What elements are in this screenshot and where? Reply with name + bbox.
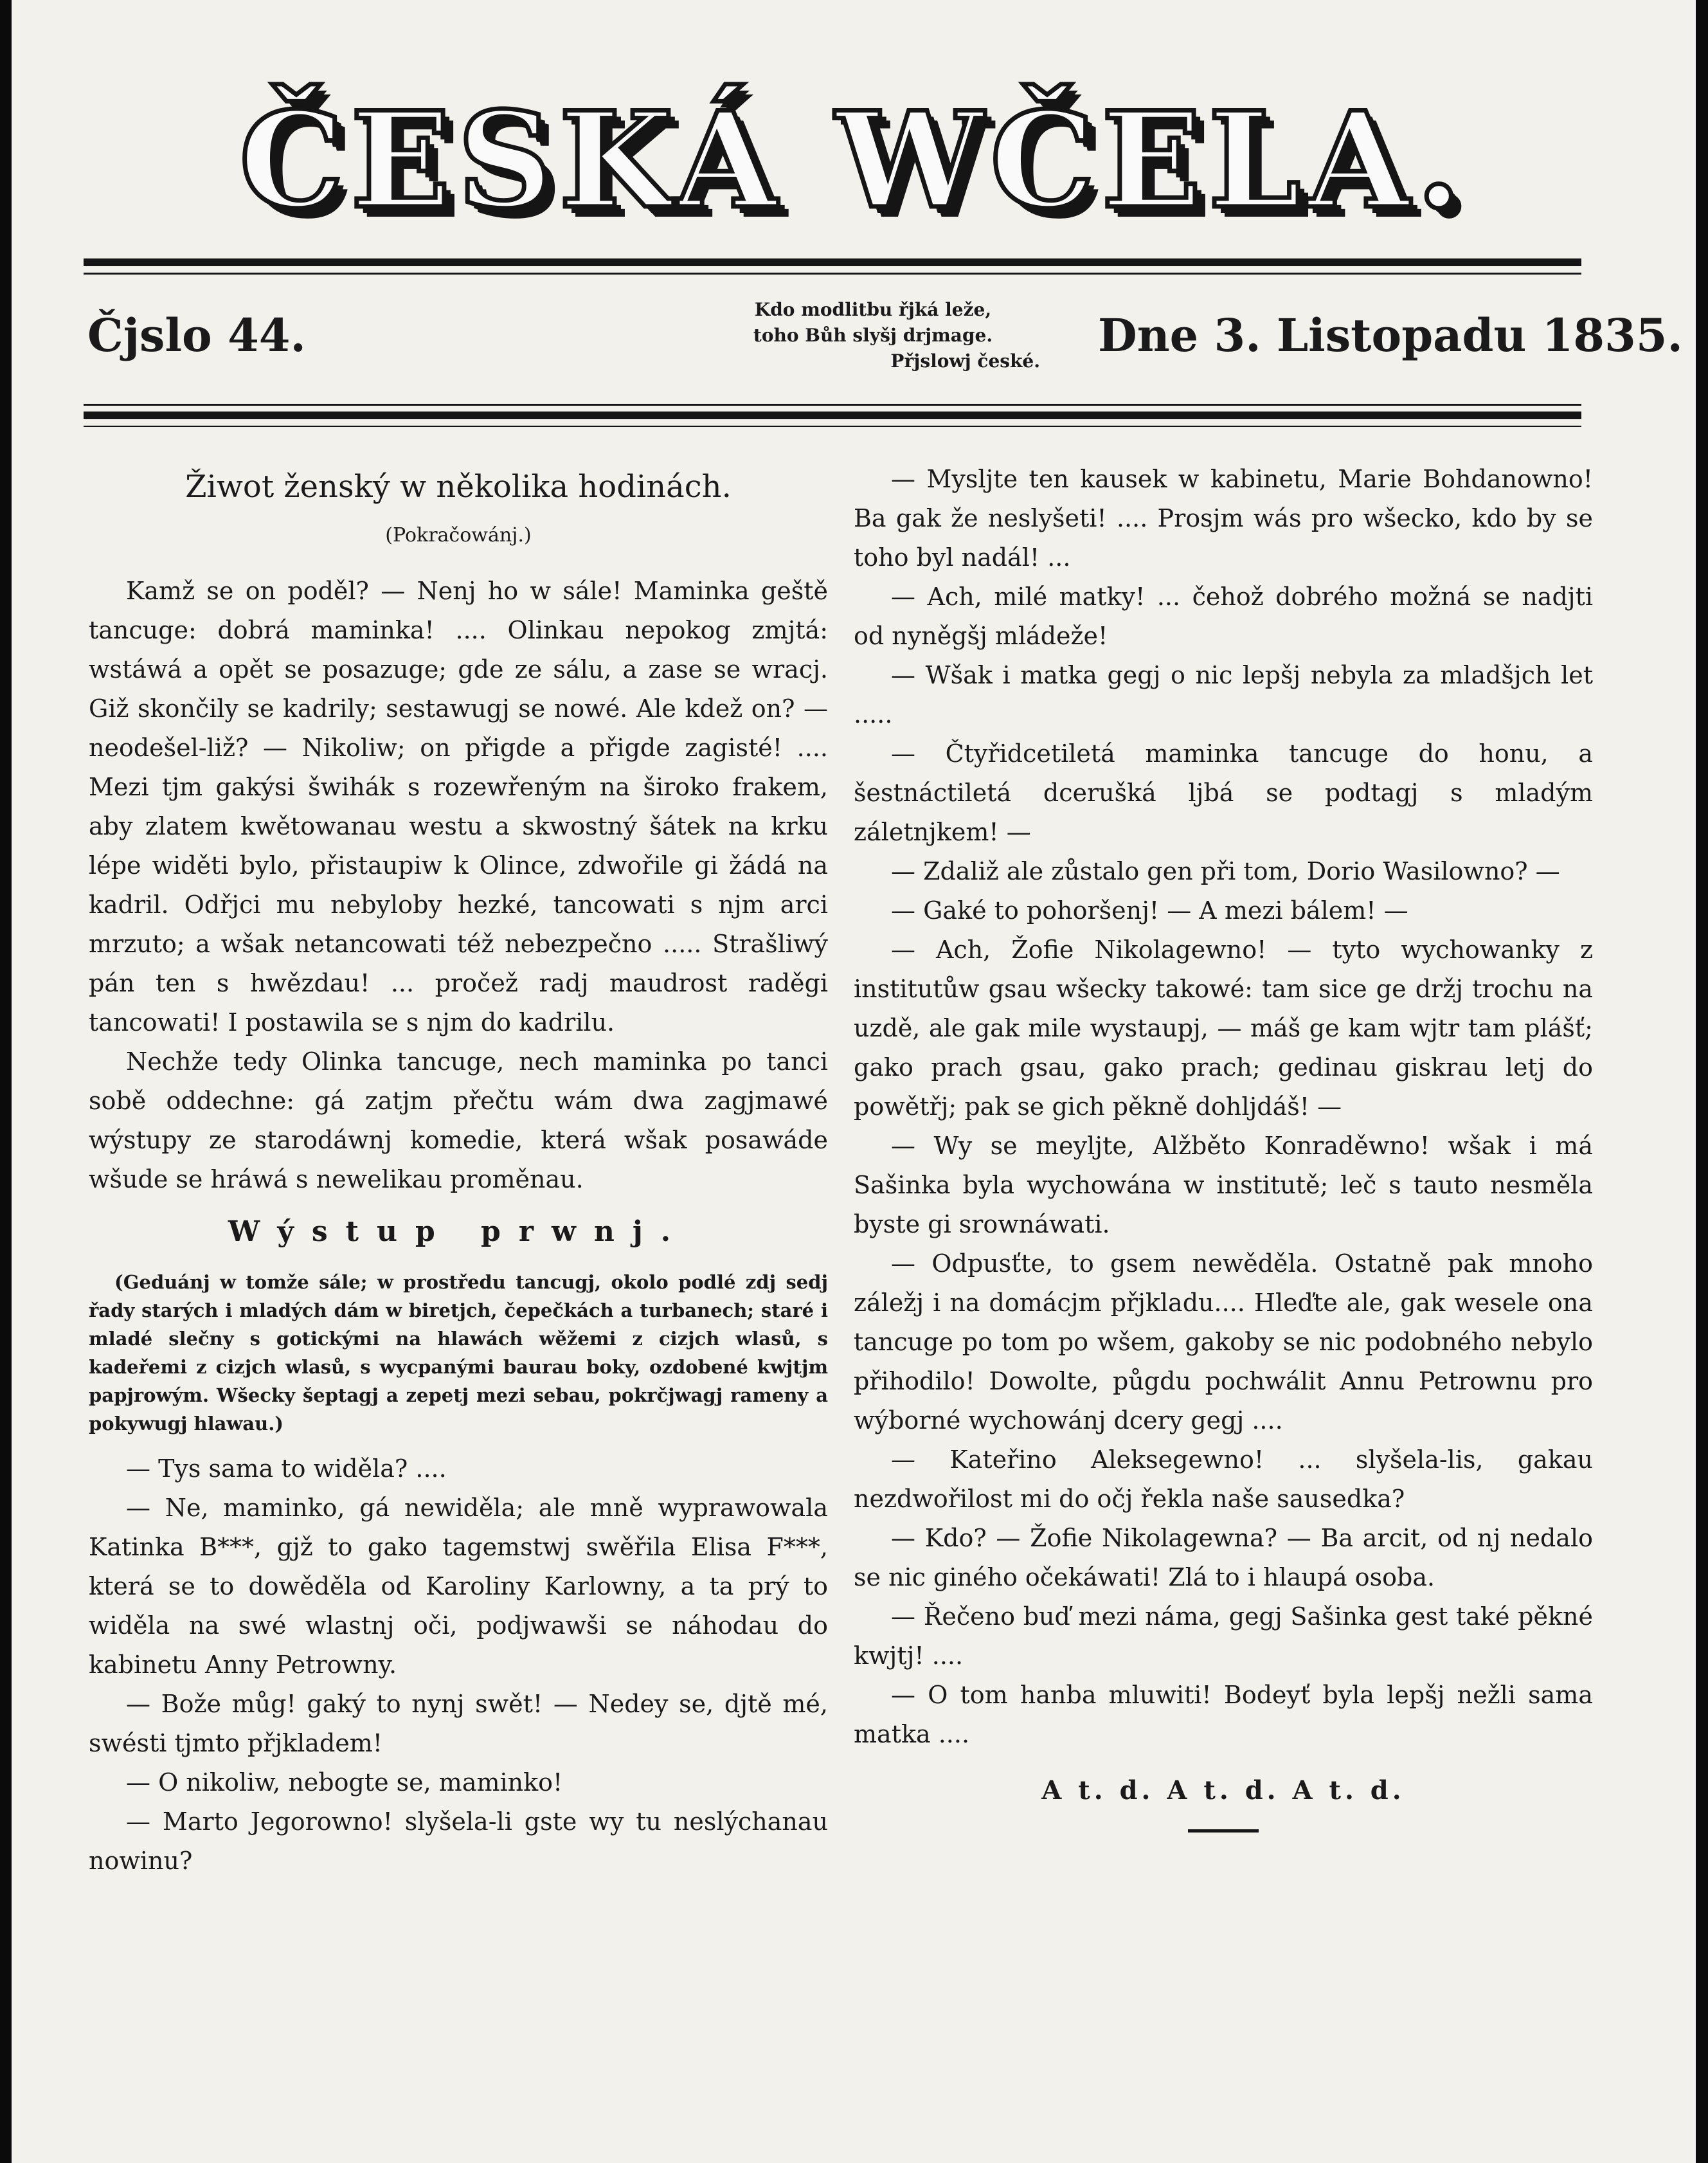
dialogue-line: — Řečeno buď mezi náma, gegj Sašinka gest také pěkné kwjtj! .... [854,1602,1593,1670]
article-subtitle: (Pokračowánj.) [385,524,532,547]
dialogue-line: — Zdaliž ale zůstalo gen při tom, Dorio Wasilowno? — [891,857,1560,885]
dialogue-line: — Kateřino Aleksegewno! ... slyšela-lis, gakau nezdwořilost mi do očj řekla naše sausedka? [854,1445,1593,1513]
dialogue-line: — Ach, milé matky! ... čehož dobrého možná se nadjti od nyněgšj mládeže! [854,583,1593,650]
motto-line: toho Bůh slyšj drjmage. [753,325,993,346]
dialogue-line: — Kdo? — Žofie Nikolagewna? — Ba arcit, od nj nedalo se nic giného očekáwati! Zlá to i hlaupá osoba. [854,1524,1593,1591]
paragraph: Nechže tedy Olinka tancuge, nech maminka po tanci sobě oddechne: gá zatjm přečtu wám dwa zagjmawé wýstupy ze starodáwnj komedie, která wšak posawáde wšude se hráwá s newelikau proměnau. [89,1047,828,1193]
dialogue-line: — O nikoliw, nebogte se, maminko! [126,1768,563,1796]
dialogue-line: — Čtyřidcetiletá maminka tancuge do honu, a šestnáctiletá dcerušká ljbá se podtagj s mladým záletnjkem! — [854,739,1593,846]
closing-etc: A t. d. A t. d. A t. d. [1041,1775,1405,1806]
divider-rule-thin [84,426,1581,427]
motto-source: Přjslowj české. [890,350,1040,372]
divider-rule [84,404,1581,406]
dialogue-line: — Gaké to pohoršenj! — A mezi bálem! — [891,896,1408,925]
dialogue-line: — O tom hanba mluwiti! Bodeyť byla lepšj nežli sama matka .... [854,1681,1593,1748]
motto [693,297,1053,374]
dialogue-line: — Odpusťte, to gsem newěděla. Ostatně pak mnoho záležj i na domácjm přjkladu.... Hleďte ale, gak wesele ona tancuge po tom po wšem, gakoby se nic podobného nebylo přihodilo! Dowolte, půgdu pochwálit Annu Petrownu pro wýborné wychowánj dcery gegj .... [854,1249,1593,1434]
newspaper-page [12,0,1696,2163]
article-title: Žiwot ženský w několika hodinách. [185,469,732,505]
stage-direction: (Geduánj w tomže sále; w prostředu tancugj, okolo podlé zdj sedj řady starých i mladých dám w biretjch, čepečkách a turbanech; staré i mladé slečny s gotickými na hlawách wěžemi z cizjch wlasů, s kadeřemi z cizjch wlasů, s wycpanými baurau boky, ozdobené kwjtjm papjrowým. Wšecky šeptagj a zepetj mezi sebau, pokrčjwagj rameny a pokywugj hlawau.) [89,1271,828,1434]
motto-line: Kdo modlitbu řjká leže, [754,299,992,320]
dialogue-line: — Wy se meyljte, Alžběto Konraděwno! wšak i má Sašinka byla wychowána w institutě; leč s tauto nesměla byste gi srownáwati. [854,1132,1593,1238]
dialogue-line: — Wšak i matka gegj o nic lepšj nebyla za mladšjch let ..... [854,661,1593,729]
issue-date: Dne 3. Listopadu 1835. [1098,309,1683,362]
dialogue-line: — Bože můg! gaký to nynj swět! — Nedey se, djtě mé, swésti tjmto přjkladem! [89,1690,828,1757]
scene-heading: Wýstup prwnj. [228,1215,689,1248]
dialogue-line: — Ach, Žofie Nikolagewno! — tyto wychowanky z institutůw gsau wšecky takowé: tam sice ge držj trochu na uzdě, ale gak mile wystaupj, — máš ge kam wjtr tam plášť; gako prach gsau, gako prach; gedinau giskrau letj do powětřj; pak se gich pěkně dohljdáš! — [854,936,1593,1121]
issue-number: Čjslo 44. [87,309,306,362]
paragraph: Kamž se on poděl? — Nenj ho w sále! Maminka geště tancuge: dobrá maminka! .... Olinkau nepokog zmjtá: wstáwá a opět se posazuge; gde ze sálu, a zase se wracj. Giž skončily se kadrily; sestawugj se nowé. Ale kdež on? — neodešel-liž? — Nikoliw; on přigde a přigde zagisté! .... Mezi tjm gakýsi šwihák s rozewřeným na široko frakem, aby zlatem kwětowanau westu a skwostný šátek na krku lépe widěti bylo, přistaupiw k Olince, zdwořile gi žádá na kadril. Odřjci mu nebyloby hezké, tancowati s njm arci mrzuto; a wšak netancowati též nebezpečno ..... Strašliwý pán ten s hwězdau! ... pročež radj maudrost raděgi tancowati! I postawila se s njm do kadrilu. [89,577,828,1036]
dialogue-line: — Ne, maminko, gá newiděla; ale mně wyprawowala Katinka B***, gjž to gako tagemstwj swěřila Elisa F***, která se to dowěděla od Karoliny Karlowny, a ta prý to widěla na swé wlastnj oči, podjwawši se náhodau do kabinetu Anny Petrowny. [89,1494,828,1679]
header-rule [84,258,1581,266]
masthead-title: ČESKÁ WČELA. [239,84,1468,238]
right-column [854,460,1593,1833]
divider-rule-thick [84,412,1581,419]
header-rule-thin [84,273,1581,275]
end-rule [1188,1829,1259,1833]
dialogue-line: — Mysljte ten kausek w kabinetu, Marie Bohdanowno! Ba gak že neslyšeti! .... Prosjm wás pro wšecko, kdo by se toho byl nadál! ... [854,465,1593,572]
dialogue-line: — Marto Jegorowno! slyšela-li gste wy tu neslýchanau nowinu? [89,1807,828,1875]
left-column [89,460,828,1881]
dialogue-line: — Tys sama to widěla? .... [126,1454,447,1483]
